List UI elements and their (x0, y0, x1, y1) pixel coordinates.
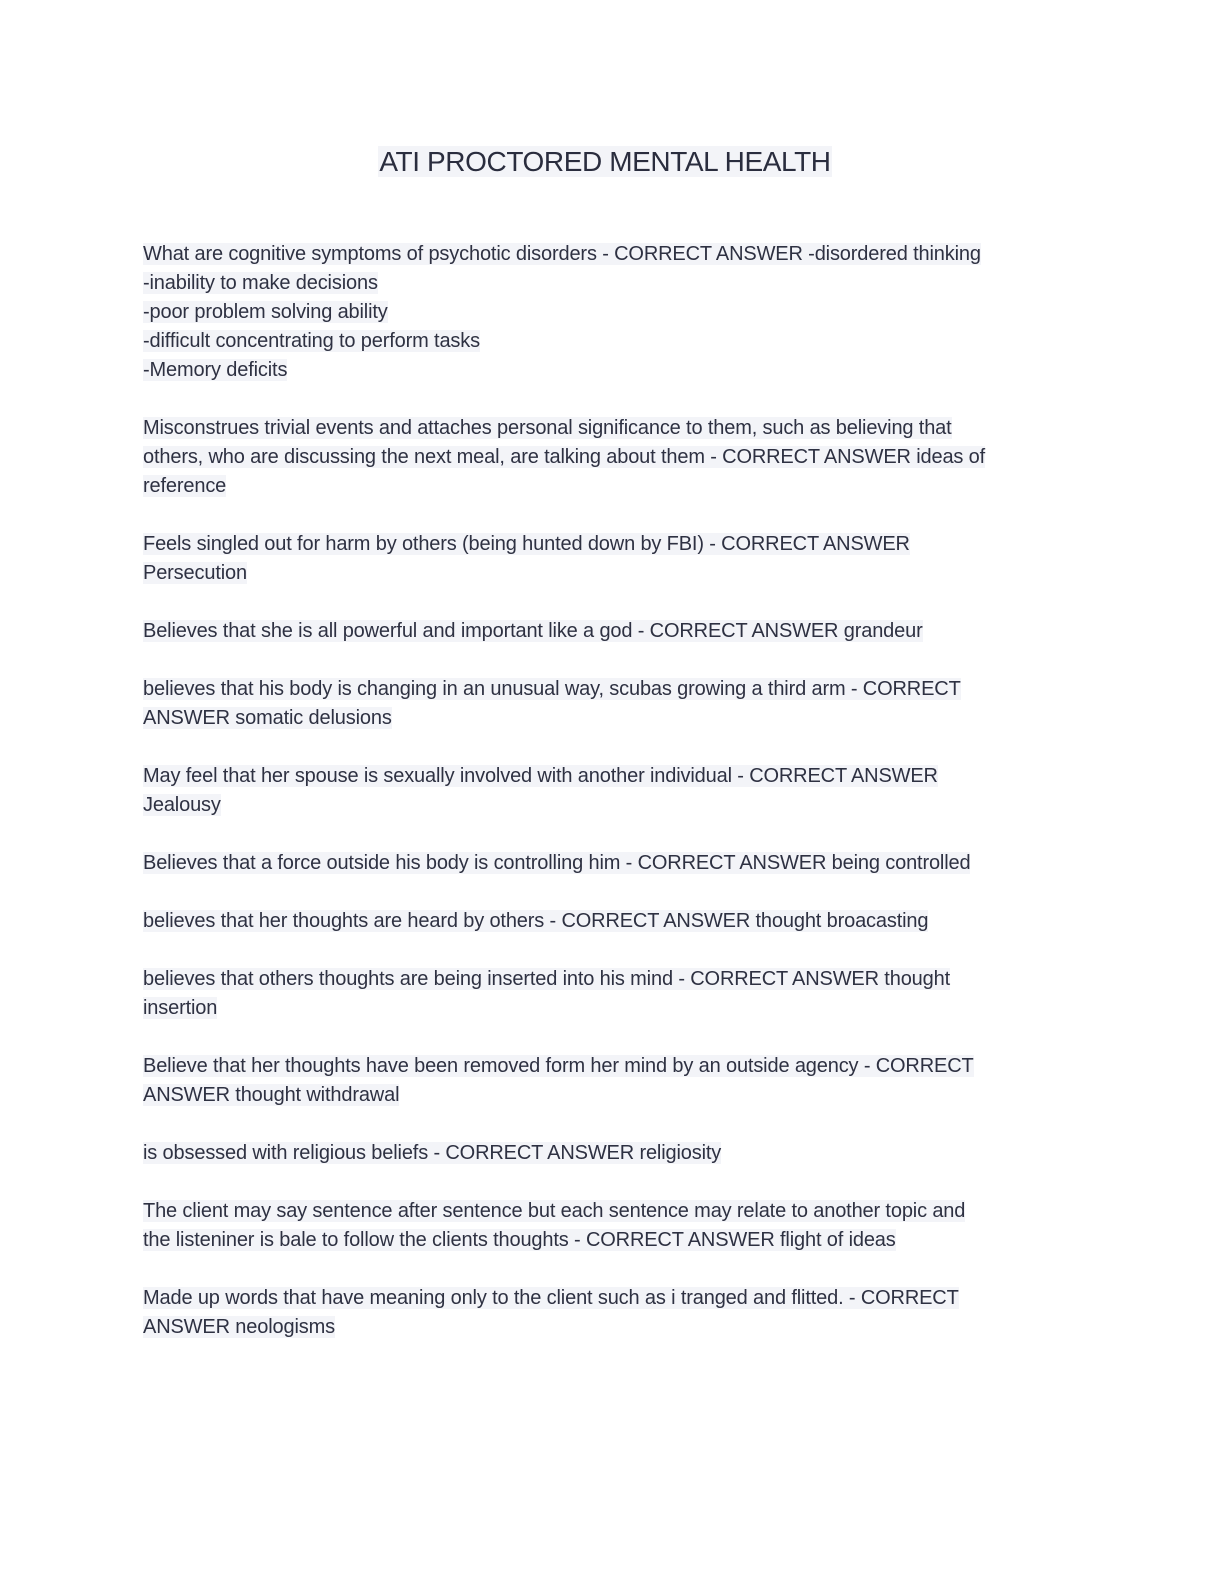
qa-line-text: ANSWER somatic delusions (143, 707, 392, 729)
qa-line (143, 1284, 1058, 1313)
qa-item (143, 675, 1058, 733)
qa-line (143, 269, 1058, 298)
qa-item (143, 240, 1058, 385)
qa-line-text: Believe that her thoughts have been removed form her mind by an outside agency - CORRECT (143, 1055, 974, 1077)
qa-line (143, 298, 1058, 327)
qa-line-text: believes that his body is changing in an unusual way, scubas growing a third arm - CORRECT (143, 678, 961, 700)
qa-line (143, 240, 1058, 269)
qa-line (143, 327, 1058, 356)
qa-line (143, 762, 1058, 791)
qa-line-text: ANSWER neologisms (143, 1316, 335, 1338)
qa-line-text: insertion (143, 997, 218, 1019)
qa-line-text: -inability to make decisions (143, 272, 378, 294)
qa-line-text: is obsessed with religious beliefs - CORRECT ANSWER religiosity (143, 1142, 722, 1164)
qa-item (143, 617, 1058, 646)
qa-line-text: Made up words that have meaning only to the client such as i tranged and flitted. - CORRECT (143, 1287, 959, 1309)
qa-line-text: ANSWER thought withdrawal (143, 1084, 400, 1106)
qa-item (143, 1284, 1058, 1342)
qa-line-text: The client may say sentence after sentence but each sentence may relate to another topic and (143, 1200, 966, 1222)
qa-item (143, 849, 1058, 878)
qa-line-text: What are cognitive symptoms of psychotic disorders - CORRECT ANSWER -disordered thinking (143, 243, 981, 265)
qa-line-text: believes that others thoughts are being inserted into his mind - CORRECT ANSWER thought (143, 968, 950, 990)
qa-list (143, 240, 1058, 1371)
qa-line (143, 965, 1058, 994)
qa-line (143, 414, 1058, 443)
qa-item (143, 965, 1058, 1023)
qa-line-text: others, who are discussing the next meal, are talking about them - CORRECT ANSWER ideas of (143, 446, 986, 468)
qa-line-text: Feels singled out for harm by others (being hunted down by FBI) - CORRECT ANSWER (143, 533, 910, 555)
qa-line (143, 443, 1058, 472)
qa-item (143, 907, 1058, 936)
qa-line-text: Persecution (143, 562, 247, 584)
qa-line-text: Misconstrues trivial events and attaches personal significance to them, such as believing that (143, 417, 952, 439)
qa-line-text: the listeniner is bale to follow the clients thoughts - CORRECT ANSWER flight of ideas (143, 1229, 896, 1251)
qa-line (143, 1052, 1058, 1081)
qa-line (143, 994, 1058, 1023)
qa-item (143, 762, 1058, 820)
qa-line-text: believes that her thoughts are heard by others - CORRECT ANSWER thought broacasting (143, 910, 929, 932)
qa-line (143, 1139, 1058, 1168)
qa-line (143, 791, 1058, 820)
qa-line-text: -difficult concentrating to perform tasks (143, 330, 480, 352)
qa-line-text: May feel that her spouse is sexually involved with another individual - CORRECT ANSWER (143, 765, 938, 787)
qa-line-text: -poor problem solving ability (143, 301, 388, 323)
qa-line-text: Believes that a force outside his body is controlling him - CORRECT ANSWER being controlled (143, 852, 971, 874)
qa-line (143, 907, 1058, 936)
qa-line (143, 530, 1058, 559)
qa-item (143, 414, 1058, 501)
qa-line (143, 675, 1058, 704)
qa-item (143, 1197, 1058, 1255)
qa-line (143, 1197, 1058, 1226)
qa-line-text: -Memory deficits (143, 359, 288, 381)
page-title (0, 143, 1210, 181)
qa-line-text: Jealousy (143, 794, 221, 816)
qa-line (143, 1313, 1058, 1342)
qa-line (143, 472, 1058, 501)
qa-line-text: reference (143, 475, 227, 497)
qa-line (143, 704, 1058, 733)
qa-item (143, 1052, 1058, 1110)
qa-line (143, 356, 1058, 385)
qa-line (143, 1081, 1058, 1110)
qa-line (143, 849, 1058, 878)
qa-line-text: Believes that she is all powerful and important like a god - CORRECT ANSWER grandeur (143, 620, 923, 642)
qa-line (143, 559, 1058, 588)
qa-line (143, 617, 1058, 646)
page-title-text: ATI PROCTORED MENTAL HEALTH (379, 146, 831, 177)
qa-line (143, 1226, 1058, 1255)
qa-item (143, 1139, 1058, 1168)
qa-item (143, 530, 1058, 588)
